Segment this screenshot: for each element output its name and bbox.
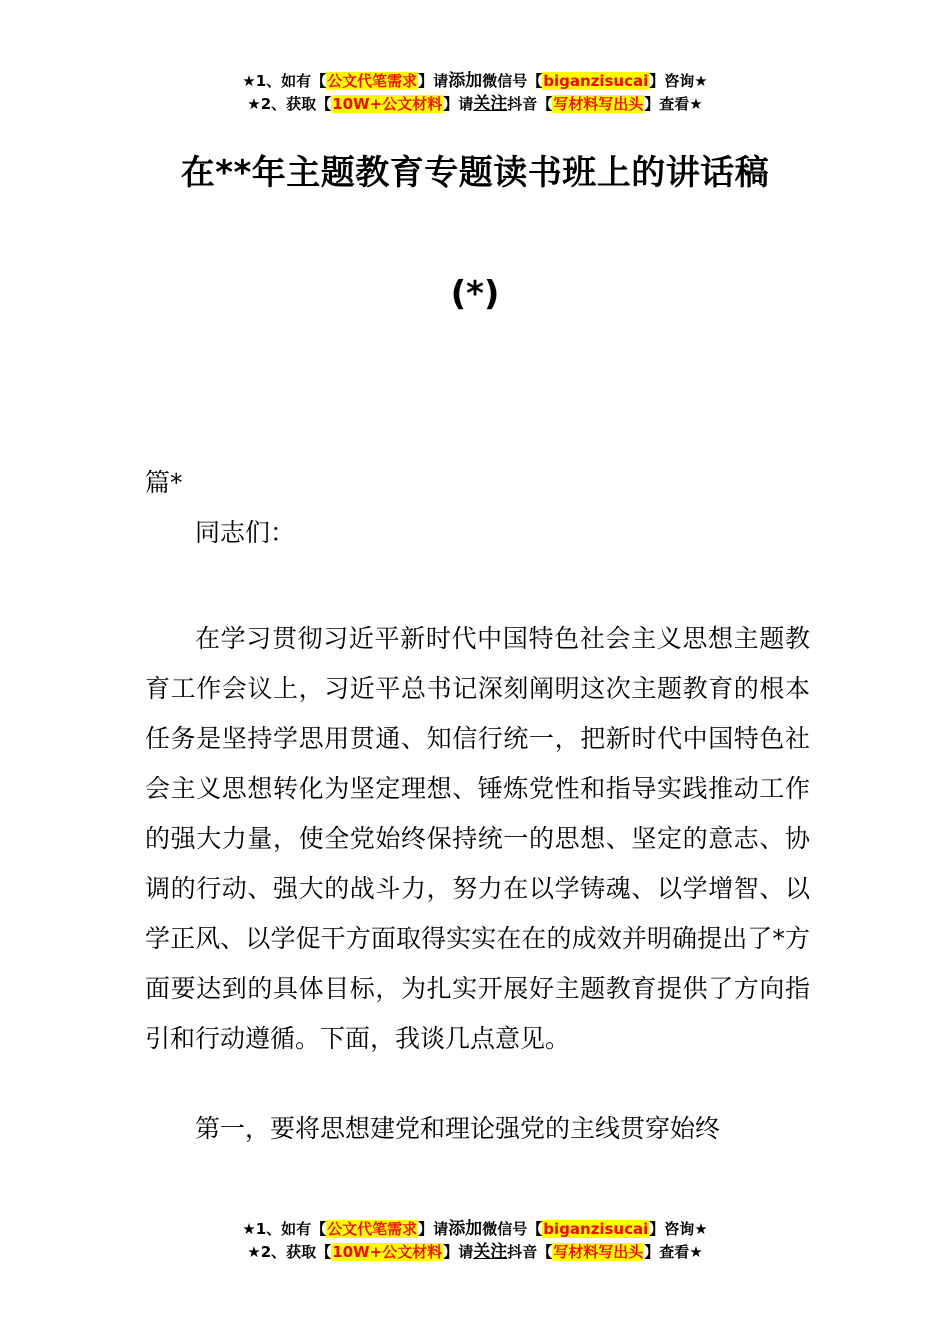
section-label: 篇* xyxy=(145,468,183,497)
highlight-materials: 10W+公文材料 xyxy=(332,95,443,113)
banner-line-1: ★1、如有【公文代笔需求】请添加微信号【biganzisucai】咨询★ xyxy=(242,1219,708,1239)
banner-line-2: ★2、获取【10W+公文材料】请关注抖音【写材料写出头】查看★ xyxy=(247,1242,703,1262)
document-title-number: (*) xyxy=(450,274,500,314)
highlight-materials: 10W+公文材料 xyxy=(332,1243,443,1261)
document-title: 在**年主题教育专题读书班上的讲话稿 xyxy=(180,153,770,193)
greeting: 同志们： xyxy=(195,518,296,547)
highlight-wechat-id: biganzisucai xyxy=(543,72,649,90)
highlight-wechat-id: biganzisucai xyxy=(543,1220,649,1238)
banner-line-2: ★2、获取【10W+公文材料】请关注抖音【写材料写出头】查看★ xyxy=(247,94,703,114)
highlight-ghostwriting: 公文代笔需求 xyxy=(327,72,418,90)
highlight-douyin: 写材料写出头 xyxy=(553,95,644,113)
paragraph-1: 在学习贯彻习近平新时代中国特色社会主义思想主题教育工作会议上，习近平总书记深刻阐明这次主题教育的根本任务是坚持学思用贯通、知信行统一，把新时代中国特色社会主义思想转化为坚定理想、锤炼党性和指导实践推动工作的强大力量，使全党始终保持统一的思想、坚定的意志、协调的行动、强大的战斗力，努力在以学铸魂、以学增智、以学正风、以学促干方面取得实实在在的成效并明确提出了*方面要达到的具体目标，为扎实开展好主题教育提供了方向指引和行动遵循。下面，我谈几点意见。 xyxy=(145,624,810,1053)
banner-line-1: ★1、如有【公文代笔需求】请添加微信号【biganzisucai】咨询★ xyxy=(242,71,708,91)
highlight-douyin: 写材料写出头 xyxy=(553,1243,644,1261)
section-heading-1: 第一，要将思想建党和理论强党的主线贯穿始终 xyxy=(195,1114,721,1143)
bottom-banner xyxy=(0,1218,950,1264)
top-banner xyxy=(0,70,950,116)
highlight-ghostwriting: 公文代笔需求 xyxy=(327,1220,418,1238)
